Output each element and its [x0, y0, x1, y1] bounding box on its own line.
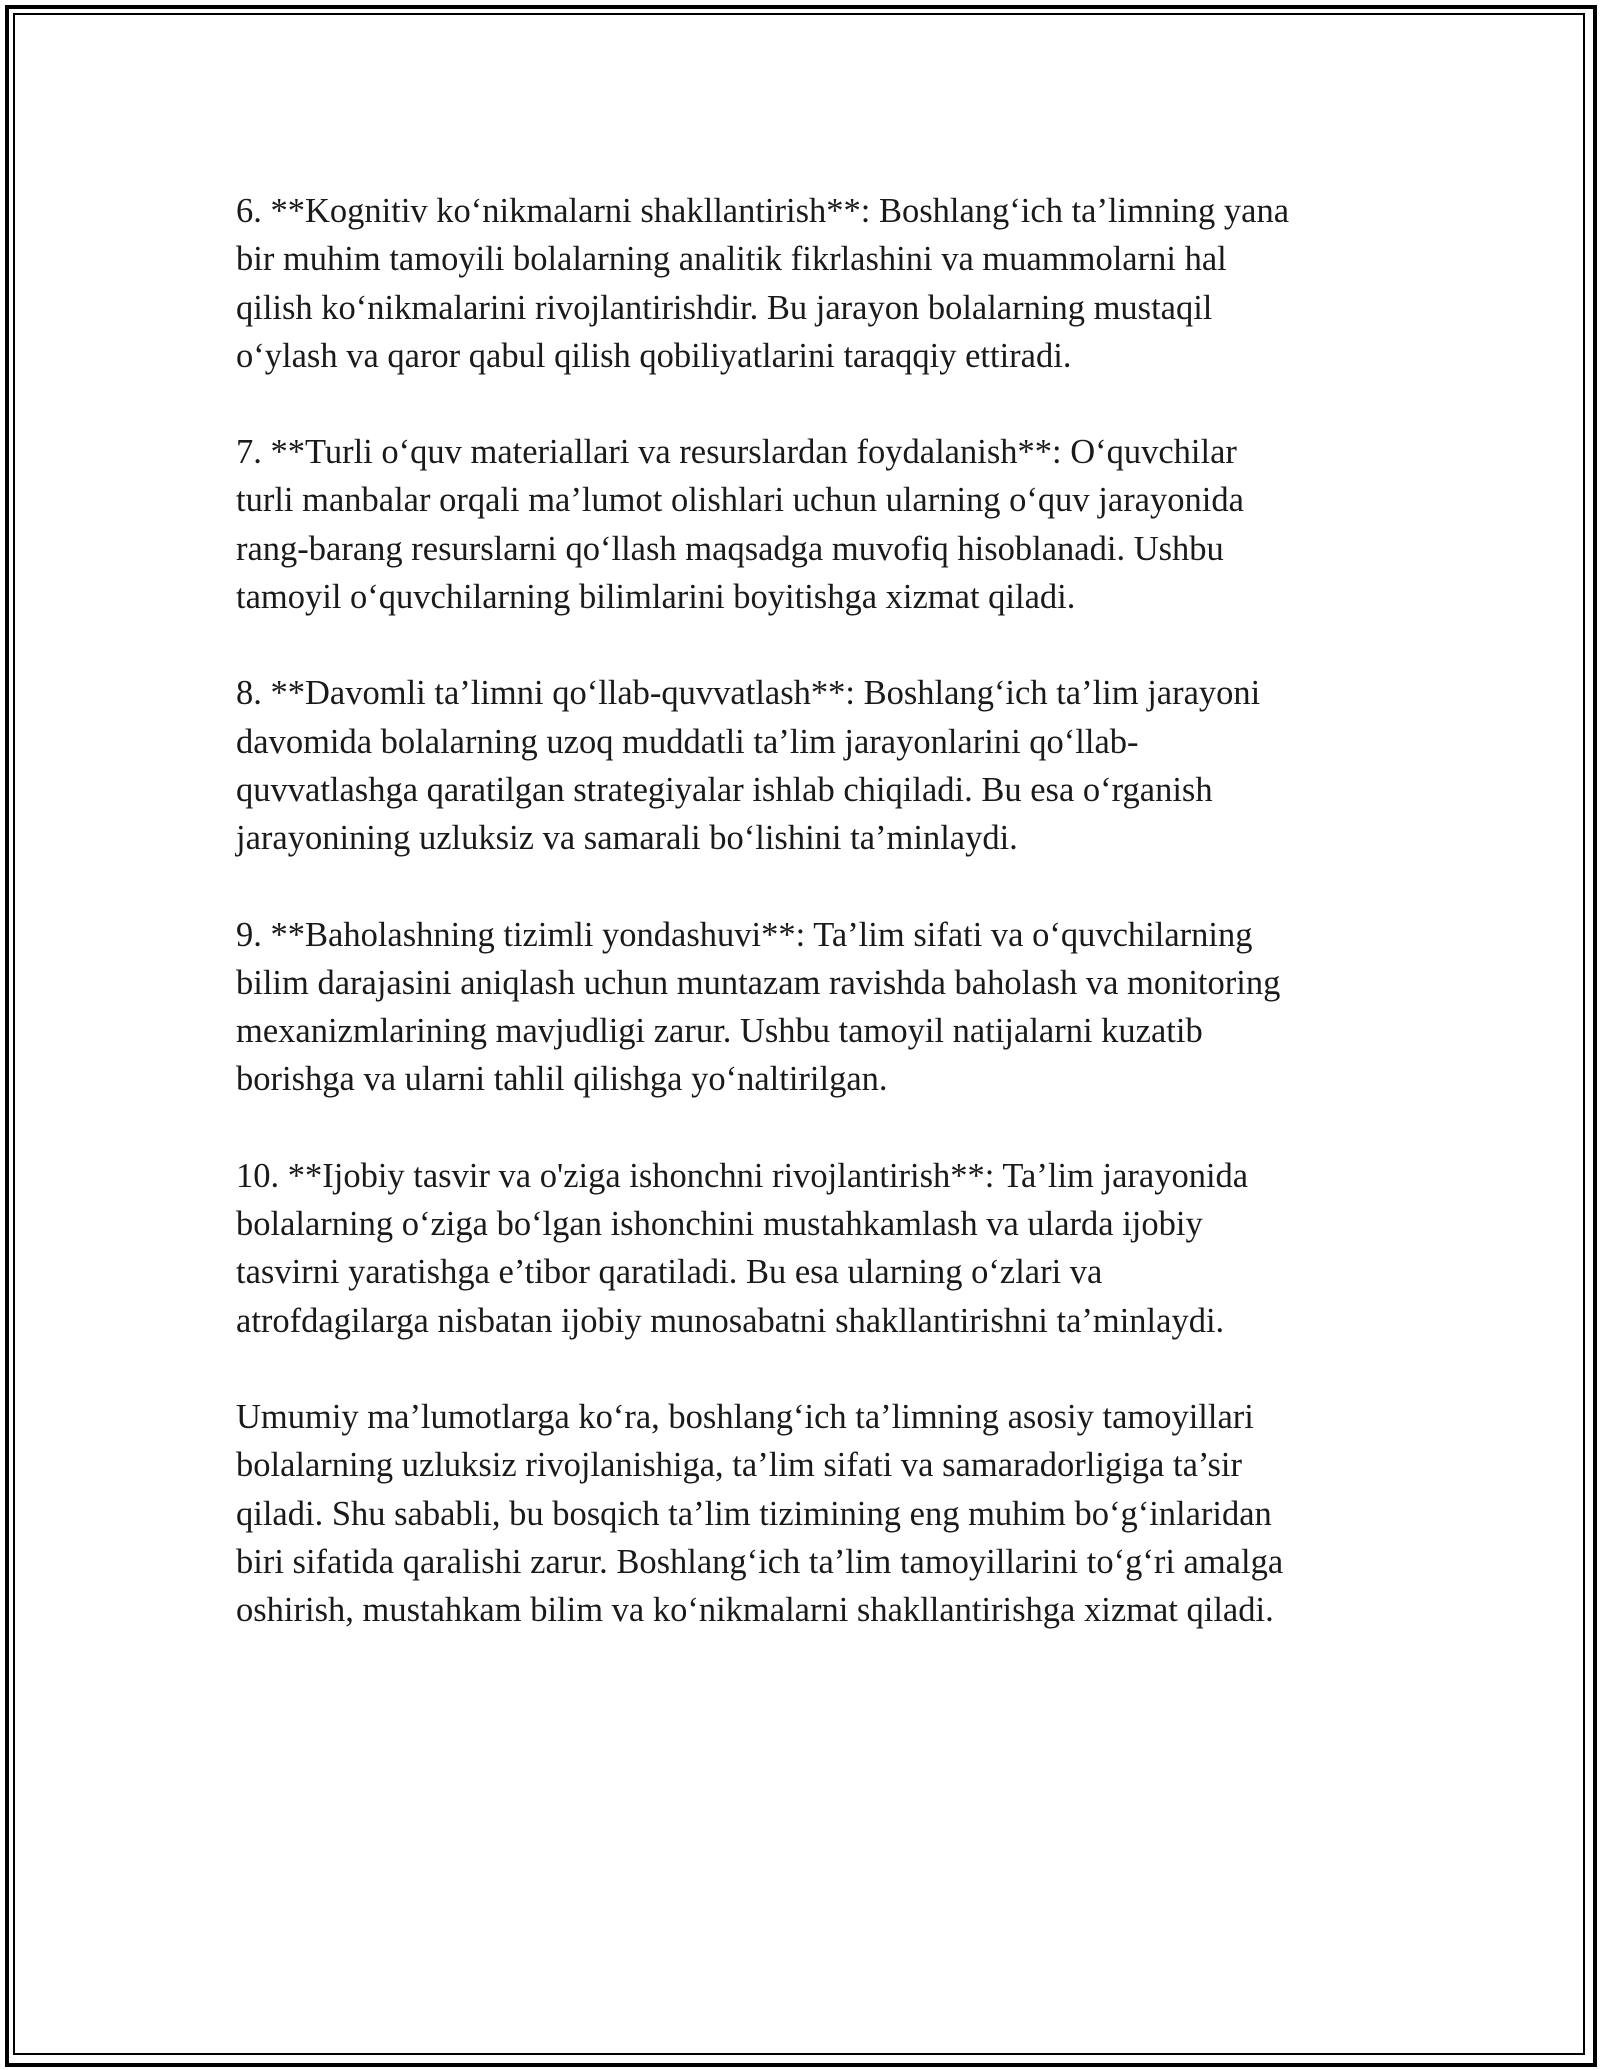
text-line: atrofdagilarga nisbatan ijobiy munosabatni shakllantirishni ta’minlaydi.: [236, 1301, 1225, 1340]
text-line: 7. **Turli o‘quv materiallari va resurslardan foydalanish**: O‘quvchilar: [236, 433, 1237, 472]
text-line: oshirish, mustahkam bilim va ko‘nikmalarni shakllantirishga xizmat qiladi.: [236, 1591, 1274, 1630]
text-line: borishga va ularni tahlil qilishga yo‘naltirilgan.: [236, 1060, 888, 1099]
text-line: tasvirni yaratishga e’tibor qaratiladi. Bu esa ularning o‘zlari va: [236, 1253, 1103, 1292]
text-line: davomida bolalarning uzoq muddatli ta’lim jarayonlarini qo‘llab-: [236, 722, 1139, 761]
text-line: 8. **Davomli ta’limni qo‘llab-quvvatlash**: Boshlang‘ich ta’lim jarayoni: [236, 674, 1261, 713]
text-line: qiladi. Shu sababli, bu bosqich ta’lim tizimining eng muhim bo‘g‘inlaridan: [236, 1494, 1272, 1533]
text-line: bolalarning uzluksiz rivojlanishiga, ta’lim sifati va samaradorligiga ta’sir: [236, 1446, 1242, 1485]
text-line: turli manbalar orqali ma’lumot olishlari uchun ularning o‘quv jarayonida: [236, 481, 1244, 520]
text-line: mexanizmlarining mavjudligi zarur. Ushbu tamoyil natijalarni kuzatib: [236, 1012, 1203, 1051]
document-body: [236, 187, 1366, 1682]
paragraph-conclusion: [236, 1393, 1366, 1634]
text-line: biri sifatida qaralishi zarur. Boshlang‘ich ta’lim tamoyillarini to‘g‘ri amalga: [236, 1542, 1284, 1581]
text-line: jarayonining uzluksiz va samarali bo‘lishini ta’minlaydi.: [236, 819, 1018, 858]
paragraph-item-9: [236, 911, 1366, 1104]
text-line: quvvatlashga qaratilgan strategiyalar ishlab chiqiladi. Bu esa o‘rganish: [236, 770, 1213, 809]
text-line: bir muhim tamoyili bolalarning analitik fikrlashini va muammolarni hal: [236, 240, 1227, 279]
text-line: 9. **Baholashning tizimli yondashuvi**: Ta’lim sifati va o‘quvchilarning: [236, 915, 1253, 954]
paragraph-item-7: [236, 428, 1366, 621]
text-line: tamoyil o‘quvchilarning bilimlarini boyitishga xizmat qiladi.: [236, 578, 1076, 617]
text-line: qilish ko‘nikmalarini rivojlantirishdir. Bu jarayon bolalarning mustaqil: [236, 288, 1213, 327]
paragraph-item-10: [236, 1152, 1366, 1345]
text-line: o‘ylash va qaror qabul qilish qobiliyatlarini taraqqiy ettiradi.: [236, 336, 1072, 375]
text-line: rang-barang resurslarni qo‘llash maqsadga muvofiq hisoblanadi. Ushbu: [236, 529, 1224, 568]
text-line: Umumiy ma’lumotlarga ko‘ra, boshlang‘ich ta’limning asosiy tamoyillari: [236, 1397, 1254, 1436]
text-line: bilim darajasini aniqlash uchun muntazam ravishda baholash va monitoring: [236, 963, 1281, 1002]
paragraph-item-6: [236, 187, 1366, 380]
paragraph-item-8: [236, 669, 1366, 862]
text-line: bolalarning o‘ziga bo‘lgan ishonchini mustahkamlash va ularda ijobiy: [236, 1205, 1203, 1244]
text-line: 6. **Kognitiv ko‘nikmalarni shakllantirish**: Boshlang‘ich ta’limning yana: [236, 192, 1290, 230]
text-line: 10. **Ijobiy tasvir va o'ziga ishonchni rivojlantirish**: Ta’lim jarayonida: [236, 1156, 1249, 1195]
